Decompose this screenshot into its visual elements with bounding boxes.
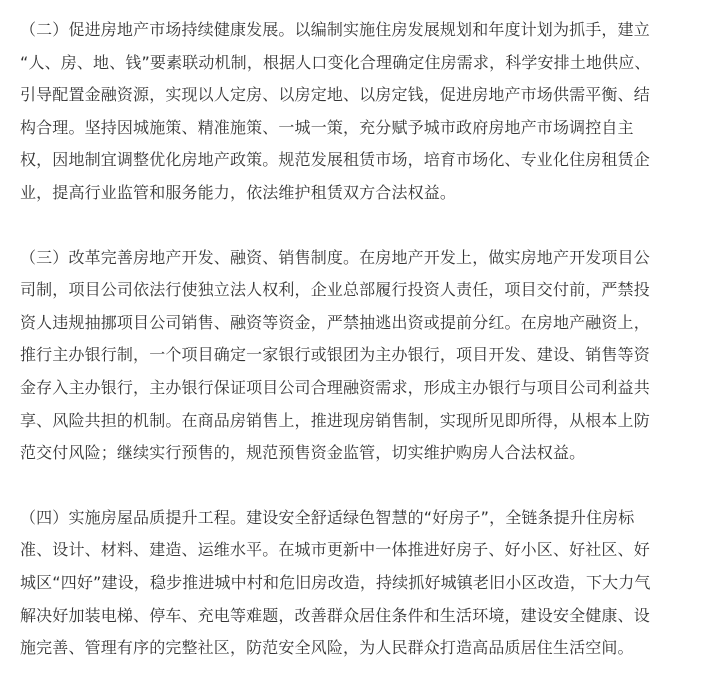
text-line: 解决好加装电梯、停车、充电等难题，改善群众居住条件和生活环境，建设安全健康、设: [20, 605, 650, 625]
article-body: [20, 14, 696, 665]
paragraph-market-development: [20, 14, 696, 210]
text-line: 引导配置金融资源，实现以人定房、以房定地、以房定钱，促进房地产市场供需平衡、结: [20, 85, 650, 105]
text-line: 范交付风险；继续实行预售的，规范预售资金监管，切实维护购房人合法权益。: [20, 443, 586, 463]
text-line: 准、设计、材料、建造、运维水平。在城市更新中一体推进好房子、好小区、好社区、好: [20, 540, 650, 560]
paragraph-development-financing-sales: [20, 242, 696, 470]
text-line: “人、房、地、钱”要素联动机制，根据人口变化合理确定住房需求，科学安排土地供应、: [20, 52, 651, 72]
text-line: 金存入主办银行，主办银行保证项目公司合理融资需求，形成主办银行与项目公司利益共: [20, 377, 650, 397]
text-line: （二）促进房地产市场持续健康发展。以编制实施住房发展规划和年度计划为抓手，建立: [20, 20, 650, 39]
text-line: 享、风险共担的机制。在商品房销售上，推进现房销售制，实现所见即所得，从根本上防: [20, 410, 650, 430]
text-line: 资人违规抽挪项目公司销售、融资等资金，严禁抽逃出资或提前分红。在房地产融资上，: [20, 312, 650, 332]
text-line: 城区“四好”建设，稳步推进城中村和危旧房改造，持续抓好城镇老旧小区改造，下大力气: [20, 572, 651, 592]
paragraph-housing-quality: [20, 502, 696, 665]
text-line: （四）实施房屋品质提升工程。建设安全舒适绿色智慧的“好房子”，全链条提升住房标: [20, 507, 635, 527]
text-line: 权，因地制宜调整优化房地产政策。规范发展租赁市场，培育市场化、专业化住房租赁企: [20, 150, 650, 170]
text-line: 业，提高行业监管和服务能力，依法维护租赁双方合法权益。: [20, 182, 457, 202]
text-line: 构合理。坚持因城施策、精准施策、一城一策，充分赋予城市政府房地产市场调控自主: [20, 117, 634, 137]
text-line: （三）改革完善房地产开发、融资、销售制度。在房地产开发上，做实房地产开发项目公: [20, 247, 650, 267]
text-line: 施完善、管理有序的完整社区，防范安全风险，为人民群众打造高品质居住生活空间。: [20, 638, 634, 658]
text-line: 推行主办银行制，一个项目确定一家银行或银团为主办银行，项目开发、建设、销售等资: [20, 345, 650, 365]
text-line: 司制，项目公司依法行使独立法人权利，企业总部履行投资人责任，项目交付前，严禁投: [20, 280, 650, 300]
